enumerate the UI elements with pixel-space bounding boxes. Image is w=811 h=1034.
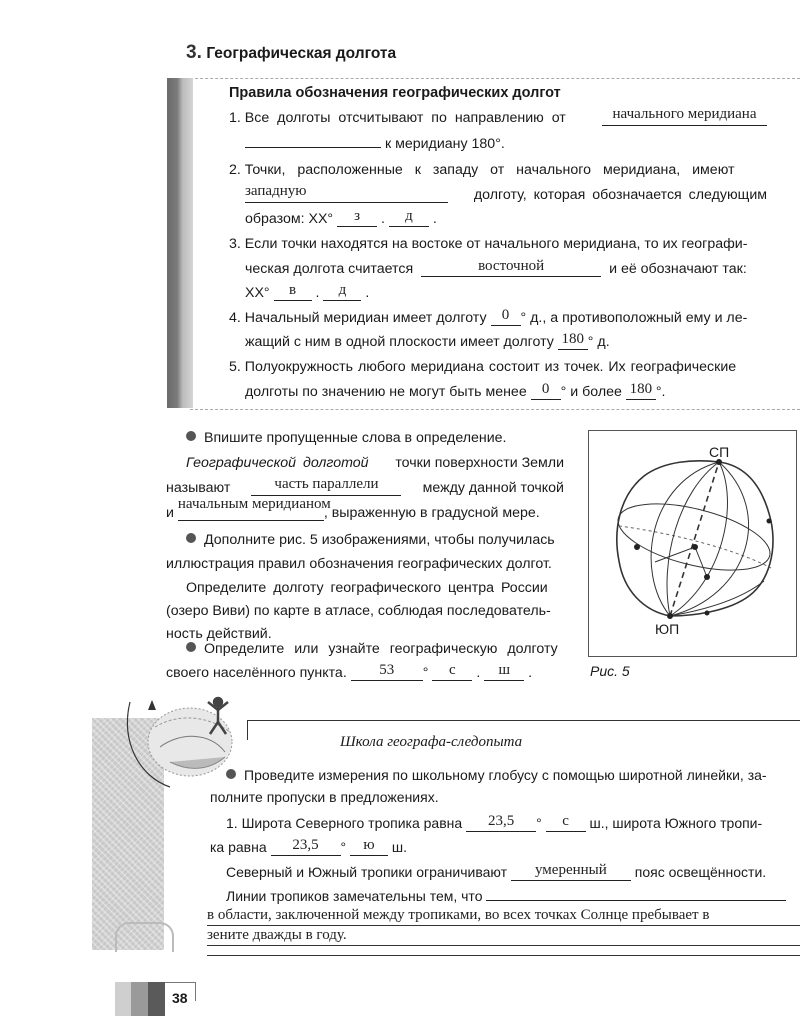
answer-field[interactable]: [626, 381, 656, 400]
definition-text: , выраженную в градусной мере.: [323, 505, 540, 521]
answer-value: 0: [541, 381, 550, 397]
answer-line[interactable]: [207, 927, 800, 946]
page-tab-light: [115, 982, 131, 1016]
rule-text: долготу, которая обозначается следующим: [473, 187, 767, 203]
rule-3-line-1: [229, 236, 747, 252]
pathfinder-top-border: [247, 720, 800, 721]
russia-center-line-2: (озеро Виви) по карте в атласе, соблюдая последователь-: [166, 603, 551, 619]
bullet-icon: [226, 769, 236, 779]
equator-point: [704, 574, 710, 580]
answer-value: 180: [561, 331, 585, 347]
point-marker: [767, 519, 772, 524]
answer-field[interactable]: [351, 662, 423, 681]
rule-text: ° д., а противоположный ему и ле-: [520, 310, 748, 326]
period: .: [528, 665, 533, 681]
pathfinder-instruction-line-2: полните пропуски в предложениях.: [210, 789, 439, 805]
answer-field[interactable]: [337, 208, 377, 227]
question-text: 1. Широта Северного тропика равна: [226, 815, 463, 831]
point-marker: [705, 611, 710, 616]
definition-line-2: [166, 476, 564, 496]
answer-value: начального меридиана: [612, 106, 757, 122]
answer-field[interactable]: [271, 837, 341, 856]
rule-3-line-3: [245, 282, 370, 301]
instruction-text: Определите или узнайте географическую долготу: [204, 641, 558, 657]
section-number: 3.: [186, 42, 202, 63]
south-pole-point: [667, 613, 673, 619]
rule-text: к меридиану 180°.: [384, 136, 505, 152]
answer-value: д: [338, 282, 347, 298]
rule-3-line-2: [245, 258, 747, 277]
page-tab-mid: [131, 982, 148, 1016]
answer-line[interactable]: [207, 907, 800, 926]
answer-field[interactable]: [177, 496, 331, 521]
answer-value: 23,5: [292, 837, 319, 853]
rule-2-line-1: [229, 162, 767, 178]
answer-field[interactable]: [511, 862, 631, 881]
answer-field[interactable]: [274, 282, 312, 301]
pathfinder-left-tick: [247, 720, 248, 740]
center-point: [692, 544, 698, 550]
rule-text: Полуокружность любого меридиана состоит из точек. Их географические: [244, 359, 737, 375]
instruction-text: Дополните рис. 5 изображениями, чтобы получилась: [204, 532, 555, 548]
russia-center-line-1: Определите долготу географического центра России: [186, 580, 548, 596]
meridian-line: [670, 462, 749, 616]
instruction-text: Впишите пропущенные слова в определение.: [204, 430, 507, 446]
degree-sign: °: [422, 665, 429, 681]
period: .: [432, 211, 437, 227]
tropics-remarkable-line: [226, 888, 786, 904]
tropics-belt-line: [226, 864, 766, 881]
section-title-text: Географическая долгота: [206, 45, 397, 62]
meridian-line: [667, 462, 719, 616]
definition-instruction: [186, 430, 507, 446]
rule-text: долготы по значению не могут быть менее: [245, 384, 527, 400]
answer-value: зените дважды в году.: [207, 927, 347, 943]
definition-text: точки поверхности Земли: [395, 455, 564, 471]
rules-sidebar-bar: [167, 78, 193, 408]
rules-heading: Правила обозначения географических долгот: [229, 85, 561, 101]
instruction-text: своего населённого пункта.: [166, 665, 347, 681]
rule-text: Все долготы отсчитывают по направлению от: [244, 110, 566, 126]
bullet-icon: [186, 431, 196, 441]
answer-field[interactable]: [491, 307, 521, 326]
definition-text: называют: [166, 480, 231, 496]
degree-sign: °: [340, 839, 347, 855]
rule-5-line-1: [229, 359, 736, 375]
question-text: Линии тропиков замечательны тем, что: [226, 888, 483, 904]
hometown-instruction: [186, 641, 558, 657]
page-number: 38: [172, 990, 188, 1006]
rule-text: жащий с ним в одной плоскости имеет долготу: [245, 334, 554, 350]
answer-field[interactable]: [466, 813, 536, 832]
answer-field-continuation[interactable]: [245, 147, 381, 148]
rule-text: Точки, расположенные к западу от начального меридиана, имеют: [244, 162, 735, 178]
answer-value: ш: [498, 662, 510, 678]
answer-field[interactable]: [602, 106, 767, 126]
answer-value: восточной: [478, 258, 545, 274]
earth-axis: [670, 462, 719, 616]
answer-value: 180: [629, 381, 653, 397]
hometown-line-2: [166, 662, 533, 681]
period: .: [365, 285, 370, 301]
definition-text: и: [166, 505, 174, 521]
answer-value: западную: [245, 183, 307, 199]
rule-4-line-1: [229, 307, 748, 326]
answer-field[interactable]: [323, 282, 361, 301]
meridian-line: [651, 462, 719, 616]
answer-value: умеренный: [535, 862, 607, 878]
answer-value: ю: [363, 837, 375, 853]
rule-1-line-1: [229, 106, 767, 126]
question-text: ка равна: [210, 839, 267, 855]
rule-text: образом: XX°: [245, 211, 334, 227]
south-pole-label: ЮП: [655, 621, 680, 637]
answer-line-empty[interactable]: [207, 955, 800, 956]
rule-2-line-3: [245, 208, 437, 227]
answer-value: с: [449, 662, 456, 678]
definition-term: Географической долготой: [186, 455, 369, 471]
rule-1-line-2: [245, 136, 505, 152]
definition-text: между данной точкой: [422, 480, 564, 496]
question-text: Северный и Южный тропики ограничивают: [226, 864, 507, 880]
rule-text: Если точки находятся на востоке от начального меридиана, то их географи-: [244, 236, 748, 252]
figure-task-line-2: иллюстрация правил обозначения географических долгот.: [166, 556, 552, 572]
bullet-icon: [186, 642, 196, 652]
rule-number: 4.: [229, 310, 241, 326]
page-tab-dark: [148, 982, 165, 1016]
equator-point: [634, 544, 640, 550]
rule-text: ° д.: [587, 334, 610, 350]
answer-value: в: [289, 282, 297, 298]
answer-value: з: [354, 208, 361, 224]
degree-sign: °: [536, 815, 542, 831]
rule-number: 5.: [229, 359, 241, 375]
answer-value: в области, заключенной между тропиками, во всех точках Солнце пребывает в: [207, 907, 710, 923]
figure-5-frame: [588, 430, 797, 657]
answer-value: часть параллели: [274, 476, 379, 492]
answer-field[interactable]: [421, 258, 601, 277]
answer-field[interactable]: [484, 662, 524, 681]
answer-field[interactable]: [432, 662, 472, 681]
rule-text: XX°: [245, 285, 270, 301]
answer-value: д: [405, 208, 413, 224]
figure-task-instruction: [186, 532, 555, 548]
answer-field[interactable]: [486, 900, 786, 901]
rule-text: и её обозначают так:: [609, 261, 747, 277]
equator-line: [612, 491, 777, 583]
definition-line-3: [166, 496, 540, 521]
answer-value: с: [562, 813, 569, 829]
rule-number: 1.: [229, 110, 241, 126]
answer-value: начальным меридианом: [177, 496, 331, 512]
rule-text: Начальный меридиан имеет долготу: [244, 310, 487, 326]
north-pole-label: СП: [709, 444, 730, 460]
decorative-letter-shape: [115, 922, 174, 952]
question-text: ш., широта Южного тропи-: [589, 815, 763, 831]
answer-value: 23,5: [487, 813, 515, 829]
rule-text: ° и более: [560, 384, 622, 400]
answer-value: 0: [501, 307, 510, 323]
separator: .: [381, 211, 385, 227]
rule-text: ческая долгота считается: [245, 261, 414, 277]
globe-diagram: [589, 431, 796, 656]
rule-number: 3.: [229, 236, 241, 252]
pathfinder-heading: Школа географа-следопыта: [340, 734, 523, 750]
section-title: [186, 42, 396, 64]
rule-text: °.: [655, 384, 666, 400]
answer-field[interactable]: [389, 208, 429, 227]
answer-value: 53: [379, 662, 395, 678]
answer-field[interactable]: [245, 183, 448, 203]
separator: .: [315, 285, 320, 301]
question-text: ш.: [391, 839, 408, 855]
figure-caption: Рис. 5: [590, 663, 630, 679]
tropic-latitude-line-2: [210, 839, 407, 856]
answer-field[interactable]: [531, 381, 561, 400]
rules-top-border: [170, 78, 800, 79]
rules-bottom-border: [190, 409, 800, 410]
bullet-icon: [186, 533, 196, 543]
answer-field[interactable]: [350, 837, 388, 856]
separator: .: [476, 665, 481, 681]
rule-4-line-2: [245, 331, 610, 350]
pathfinder-instruction-line-1: [226, 767, 767, 783]
tropic-latitude-line-1: [226, 815, 762, 832]
answer-field[interactable]: [251, 476, 401, 496]
definition-line-1: [186, 455, 564, 471]
rule-5-line-2: [245, 381, 666, 400]
russia-center-line-3: ность действий.: [166, 626, 272, 642]
answer-field[interactable]: [558, 331, 588, 350]
answer-field[interactable]: [546, 813, 586, 832]
question-text: пояс освещённости.: [634, 864, 767, 880]
rule-number: 2.: [229, 162, 241, 178]
flag-icon: [148, 700, 156, 710]
longitude-angle: [655, 547, 707, 577]
rule-2-line-2: [245, 183, 767, 203]
instruction-text: Проведите измерения по школьному глобусу с помощью широтной линейки, за-: [244, 767, 767, 783]
